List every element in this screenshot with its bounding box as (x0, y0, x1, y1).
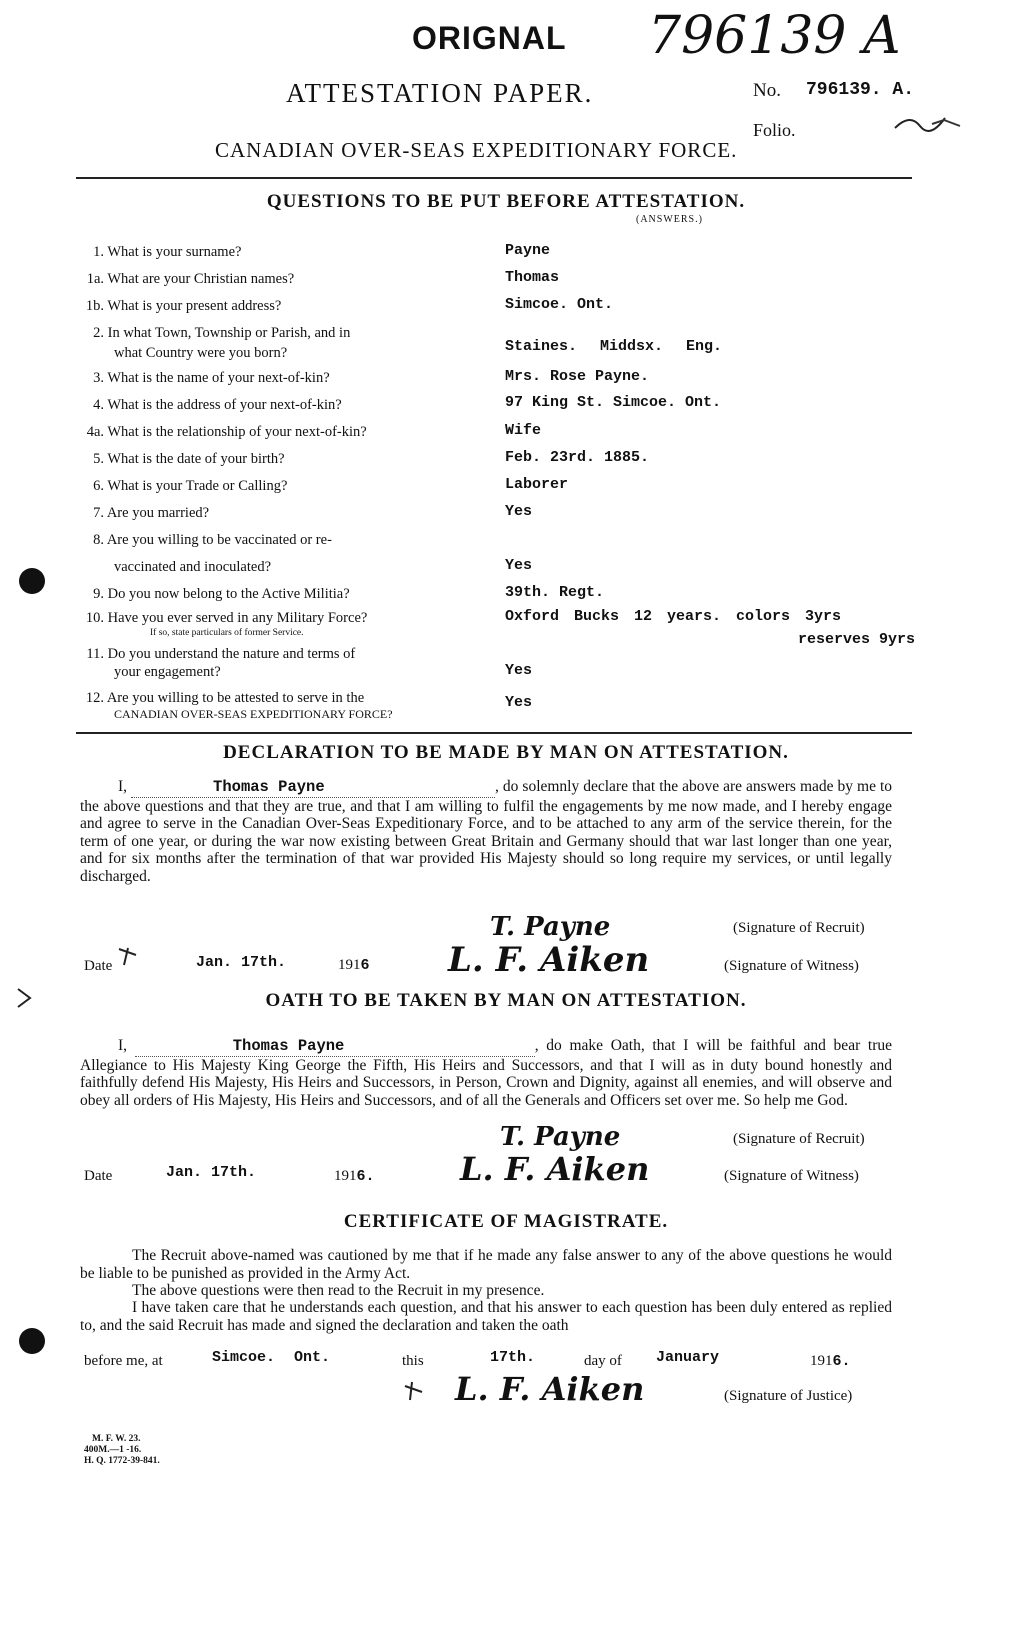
year-prefix: 191 (810, 1353, 833, 1369)
question-4a (70, 424, 367, 441)
folio-check-mark (930, 114, 970, 134)
question-4 (70, 397, 342, 414)
question-text: In what Town, Township or Parish, and in (107, 325, 351, 341)
year-prefix: 191 (334, 1168, 357, 1184)
question-text: Have you ever served in any Military Force? (107, 610, 368, 626)
question-number: 12. (85, 690, 104, 706)
number-label: No. (753, 80, 781, 101)
answer-4: 97 King St. Simcoe. Ont. (505, 394, 722, 411)
question-number: 1a. (86, 271, 104, 287)
margin-mark (14, 985, 36, 1011)
question-number: 3. (93, 370, 104, 386)
answer-7: Yes (505, 503, 533, 520)
justice-signature: L. F. Aiken (455, 1370, 645, 1408)
year-suffix: 6. (356, 1168, 375, 1185)
answer-1: Payne (505, 242, 551, 259)
question-text: Do you now belong to the Active Militia? (107, 586, 350, 602)
oath-heading: OATH TO BE TAKEN BY MAN ON ATTESTATION. (265, 990, 747, 1011)
form-footer (84, 1434, 160, 1467)
certificate-this-label: this (402, 1353, 424, 1369)
pencil-mark (402, 1378, 428, 1404)
year-suffix: 6 (360, 957, 370, 974)
certificate-para3: I have taken care that he understands each question, and that his answer to each question has been duly entered as replied to, and the said Recruit has made and signed the declaration and taken the oath (80, 1299, 892, 1334)
oath-witness-signature: L. F. Aiken (460, 1150, 650, 1188)
oath-text: , do make Oath, that I will be faithful and bear true Allegiance to His Majesty King George the Fifth, His Heirs and Successors, and that I will as in duty bound honestly and faithfully defend His Majesty, His Heirs and Successors, in Person, Crown and Dignity, against all enemies, and will observe and obey all orders of His Majesty, His Heirs and Successors, and of all the Generals and Officers set over me. So help me God. (80, 1037, 893, 1109)
certificate-heading: CERTIFICATE OF MAGISTRATE. (343, 1211, 669, 1232)
year-suffix: 6. (832, 1353, 851, 1370)
question-number: 10. (85, 610, 104, 626)
declaration-paragraph (80, 778, 892, 885)
page-subtitle: CANADIAN OVER-SEAS EXPEDITIONARY FORCE. (215, 138, 738, 162)
number-value: 796139. A. (806, 80, 915, 100)
binding-hole-lower (19, 1328, 45, 1354)
declaration-text: , do solemnly declare that the above are answers made by me to the above questions and that they are true, and that I am willing to fulfil the engagements by me now made, and I hereby engage and agree to serve in the Canadian Over-Seas Expeditionary Force, and to be attached to any arm of the service therein, for the term of one year, or during the war now existing between Great Britain and Germany should that war last longer than one year, and for six months after the termination of that war provided His Majesty should so long require my services, or until legally discharged. (80, 778, 892, 885)
question-text: What is the relationship of your next-of-kin? (107, 424, 367, 440)
certificate-before-label: before me, at (84, 1353, 163, 1369)
declaration-witness-label: (Signature of Witness) (724, 958, 859, 974)
binding-hole-upper (19, 568, 45, 594)
question-8-line2: vaccinated and inoculated? (114, 559, 272, 575)
answer-8: Yes (505, 557, 533, 574)
answer-11: Yes (505, 662, 533, 679)
declaration-recruit-label: (Signature of Recruit) (733, 920, 865, 936)
answer-6: Laborer (505, 476, 569, 493)
oath-year (334, 1168, 375, 1185)
handwritten-regimental-number: 796139 A (648, 6, 901, 66)
question-number: 2. (93, 325, 104, 341)
question-number: 8. (93, 532, 104, 548)
question-3 (70, 370, 330, 387)
question-text: Are you willing to be attested to serve in the (106, 690, 365, 706)
question-1 (70, 244, 241, 261)
question-12 (70, 690, 364, 707)
declaration-date-label: Date (84, 958, 113, 974)
question-1a (70, 271, 294, 288)
original-stamp: ORIGNAL (412, 20, 567, 56)
folio-label: Folio. (753, 120, 796, 140)
questions-heading: QUESTIONS TO BE PUT BEFORE ATTESTATION. (266, 191, 746, 212)
question-number: 7. (93, 505, 104, 521)
answers-label: (ANSWERS.) (636, 214, 703, 225)
question-text: What is the name of your next-of-kin? (107, 370, 330, 386)
page-title: ATTESTATION PAPER. (286, 78, 594, 108)
oath-date: Jan. 17th. (166, 1164, 257, 1181)
question-number: 1. (93, 244, 104, 260)
justice-label: (Signature of Justice) (724, 1388, 853, 1404)
footer-print-run: 400M.—1 -16. (84, 1445, 142, 1455)
year-prefix: 191 (338, 957, 361, 973)
question-text: What is your Trade or Calling? (107, 478, 288, 494)
question-number: 11. (86, 646, 104, 662)
oath-date-label: Date (84, 1168, 113, 1184)
question-9 (70, 586, 350, 603)
footer-form-number: M. F. W. 23. (92, 1434, 141, 1444)
question-11-line2: your engagement? (114, 664, 221, 680)
oath-witness-label: (Signature of Witness) (724, 1168, 859, 1184)
oath-prefix: I, (118, 1037, 128, 1054)
question-12-line2: CANADIAN OVER-SEAS EXPEDITIONARY FORCE? (114, 707, 393, 721)
oath-recruit-label: (Signature of Recruit) (733, 1131, 865, 1147)
certificate-para1: The Recruit above-named was cautioned by me that if he made any false answer to any of the above questions he would be liable to be punished as provided in the Army Act. (80, 1247, 892, 1282)
question-text: What is the address of your next-of-kin? (107, 397, 342, 413)
question-number: 4. (93, 397, 104, 413)
question-2-line2: what Country were you born? (114, 345, 288, 361)
question-7 (70, 505, 209, 522)
oath-recruit-signature: T. Payne (500, 1122, 621, 1152)
answer-5: Feb. 23rd. 1885. (505, 449, 650, 466)
footer-hq-number: H. Q. 1772-39-841. (84, 1456, 160, 1466)
certificate-para2: The above questions were then read to the Recruit in my presence. (132, 1282, 545, 1299)
question-8 (70, 532, 332, 549)
question-2 (70, 325, 350, 342)
certificate-place: Simcoe. Ont. (212, 1349, 331, 1366)
answer-1a: Thomas (505, 269, 560, 286)
question-number: 4a. (86, 424, 104, 440)
question-text: Do you understand the nature and terms of (107, 646, 356, 662)
question-text: What is your present address? (107, 298, 282, 314)
declarant-name: Thomas Payne (131, 779, 495, 798)
declaration-recruit-signature: T. Payne (490, 912, 611, 942)
question-5 (70, 451, 285, 468)
answer-1b: Simcoe. Ont. (505, 296, 614, 313)
declaration-heading: DECLARATION TO BE MADE BY MAN ON ATTESTATION. (223, 742, 789, 763)
answer-2: Staines. Middsx. Eng. (505, 338, 723, 355)
answer-9: 39th. Regt. (505, 584, 605, 601)
answer-10-line2: reserves 9yrs (798, 631, 916, 648)
question-number: 5. (93, 451, 104, 467)
declaration-rule (76, 732, 912, 734)
declaration-prefix: I, (118, 778, 128, 795)
question-10 (70, 610, 367, 627)
certificate-day: 17th. (490, 1349, 536, 1366)
question-text: What is your surname? (107, 244, 242, 260)
declaration-date: Jan. 17th. (196, 954, 287, 971)
answer-4a: Wife (505, 422, 542, 439)
question-text: Are you married? (106, 505, 210, 521)
certificate-month: January (656, 1349, 720, 1366)
certificate-year (810, 1353, 851, 1370)
oath-paragraph (80, 1037, 892, 1109)
question-11 (70, 646, 355, 663)
certificate-day-of-label: day of (584, 1353, 622, 1369)
question-number: 1b. (85, 298, 104, 314)
margin-tick-mark (116, 945, 146, 967)
oath-name: Thomas Payne (135, 1038, 535, 1057)
declaration-year (338, 957, 370, 974)
question-10-note: If so, state particulars of former Service. (150, 628, 304, 638)
question-text: What are your Christian names? (107, 271, 295, 287)
question-number: 6. (93, 478, 104, 494)
question-1b (70, 298, 281, 315)
declaration-witness-signature: L. F. Aiken (448, 940, 650, 980)
question-6 (70, 478, 287, 495)
question-text: What is the date of your birth? (107, 451, 285, 467)
answer-12: Yes (505, 694, 533, 711)
answer-3: Mrs. Rose Payne. (505, 368, 650, 385)
question-text: Are you willing to be vaccinated or re- (106, 532, 332, 548)
header-rule (76, 177, 912, 179)
answer-10: Oxford Bucks 12 years. colors 3yrs (505, 608, 842, 625)
question-number: 9. (93, 586, 104, 602)
